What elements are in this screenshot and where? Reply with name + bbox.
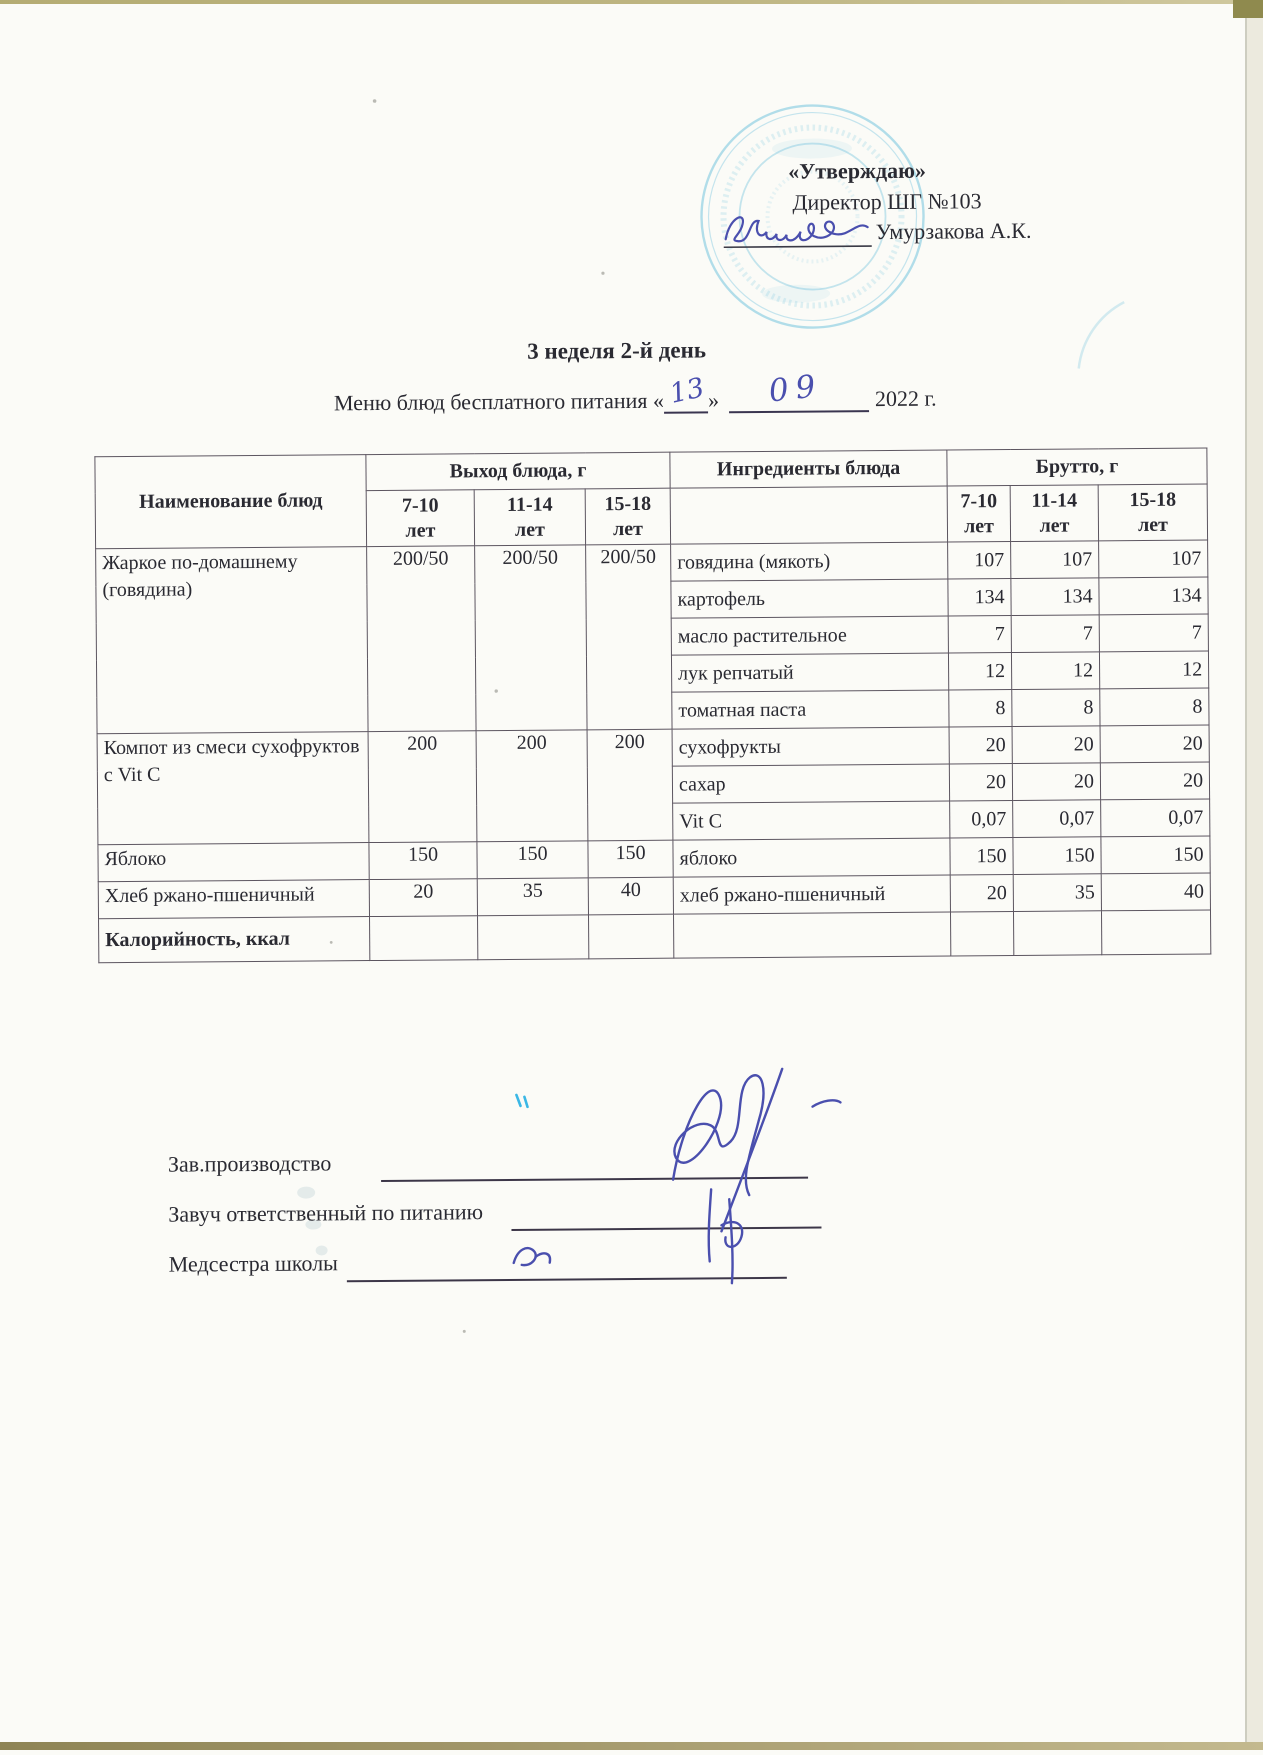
scan-edge-top xyxy=(0,0,1263,4)
brutto-cell: 20 xyxy=(1100,762,1209,800)
ingredient-name: говядина (мякоть) xyxy=(671,542,948,581)
brutto-cell: 150 xyxy=(1101,836,1210,874)
cyan-pen-mark-icon xyxy=(516,1095,527,1107)
brutto-cell: 12 xyxy=(948,653,1011,690)
ingredient-name: томатная паста xyxy=(672,690,949,729)
ingredient-name: лук репчатый xyxy=(671,653,948,692)
brutto-cell: 8 xyxy=(1100,688,1209,726)
table-row xyxy=(99,910,1211,963)
brutto-cell: 20 xyxy=(1012,763,1100,801)
brutto-cell xyxy=(951,912,1014,956)
brutto-cell: 8 xyxy=(1012,689,1100,727)
col-header-brutto-age-15-18: 15-18 лет xyxy=(1098,484,1207,541)
col-header-age-11-14: 11-14 лет xyxy=(474,489,585,546)
brutto-cell: 0,07 xyxy=(1101,799,1210,837)
output-cell xyxy=(588,914,673,959)
brutto-cell: 35 xyxy=(1013,874,1101,912)
output-cell: 200/50 xyxy=(367,546,476,732)
col-header-age-15-18: 15-18 лет xyxy=(585,488,670,545)
brutto-cell: 8 xyxy=(949,690,1012,727)
ingredient-name: масло растительное xyxy=(671,616,948,655)
brutto-cell: 150 xyxy=(1013,837,1101,875)
brutto-cell: 134 xyxy=(1011,578,1099,616)
brutto-cell: 134 xyxy=(1099,577,1208,615)
col-header-output: Выход блюда, г xyxy=(366,452,670,490)
date-line xyxy=(333,367,937,417)
scan-edge-bottom xyxy=(0,1742,1263,1750)
dish-name: Калорийность, ккал xyxy=(99,917,370,963)
empty-header-cell xyxy=(670,486,947,544)
output-cell: 200/50 xyxy=(475,545,587,731)
approval-word: «Утверждаю» xyxy=(788,157,926,184)
signatures-scribble-icon xyxy=(482,1028,864,1301)
menu-table xyxy=(94,447,1211,963)
brutto-cell: 7 xyxy=(948,616,1011,653)
brutto-cell: 20 xyxy=(949,727,1012,764)
output-cell: 40 xyxy=(588,877,673,915)
handwritten-day: 13 xyxy=(666,372,708,410)
brutto-cell: 20 xyxy=(1100,725,1209,763)
brutto-cell: 20 xyxy=(949,764,1012,801)
dish-name: Компот из смеси сухофруктов с Vit C xyxy=(97,732,369,845)
brutto-cell: 12 xyxy=(1099,651,1208,689)
handwritten-month: 09 xyxy=(767,367,825,410)
output-cell: 200 xyxy=(476,730,588,842)
brutto-cell: 150 xyxy=(950,838,1013,875)
col-header-brutto: Брутто, г xyxy=(947,448,1207,486)
col-header-brutto-age-11-14: 11-14 лет xyxy=(1010,485,1098,542)
page-title: 3 неделя 2-й день xyxy=(527,337,707,364)
brutto-cell: 40 xyxy=(1101,873,1210,911)
col-header-dish: Наименование блюд xyxy=(95,455,367,549)
date-suffix: 2022 г. xyxy=(874,385,937,412)
dish-name: Жаркое по-домашнему (говядина) xyxy=(96,547,368,734)
brutto-cell: 12 xyxy=(1011,652,1099,690)
col-header-age-7-10: 7-10 лет xyxy=(366,490,474,547)
ingredient-name: яблоко xyxy=(673,838,950,877)
date-day-underline xyxy=(664,372,708,413)
output-cell xyxy=(370,916,478,961)
output-cell: 20 xyxy=(369,879,477,917)
brutto-cell: 7 xyxy=(1011,615,1099,653)
output-cell: 200/50 xyxy=(586,544,672,730)
ingredient-name: сухофрукты xyxy=(672,727,949,766)
col-header-ingredients: Ингредиенты блюда xyxy=(670,450,947,488)
output-cell: 200 xyxy=(587,729,673,841)
signature-label-school-nurse: Медсестра школы xyxy=(168,1250,339,1277)
brutto-cell xyxy=(1102,910,1211,955)
date-month-underline xyxy=(729,367,869,413)
brutto-cell: 7 xyxy=(1099,614,1208,652)
col-header-brutto-age-7-10: 7-10 лет xyxy=(947,486,1010,542)
director-title: Директор ШГ №103 xyxy=(792,188,982,215)
ingredient-name: Vit C xyxy=(673,801,950,840)
output-cell: 200 xyxy=(368,731,477,843)
brutto-cell: 134 xyxy=(948,579,1011,616)
brutto-cell: 0,07 xyxy=(1013,800,1101,838)
output-cell xyxy=(478,915,589,960)
signature-label-production-manager: Зав.производство xyxy=(167,1150,332,1177)
date-prefix: Меню блюд бесплатного питания « xyxy=(333,387,665,416)
ingredient-name: сахар xyxy=(672,764,949,803)
scan-edge-corner xyxy=(1233,0,1263,18)
brutto-cell: 107 xyxy=(1011,541,1099,579)
ingredient-name: хлеб ржано-пшеничный xyxy=(673,875,950,914)
output-cell: 150 xyxy=(477,841,588,879)
dish-name: Хлеб ржано-пшеничный xyxy=(98,880,369,919)
brutto-cell: 20 xyxy=(1012,726,1100,764)
brutto-cell: 107 xyxy=(948,542,1011,579)
ingredient-name: картофель xyxy=(671,579,948,618)
brutto-cell xyxy=(1014,911,1102,956)
director-name: Умурзакова А.К. xyxy=(875,217,1032,245)
output-cell: 150 xyxy=(369,842,477,880)
output-cell: 35 xyxy=(477,878,588,916)
date-close-quote: » xyxy=(707,387,720,413)
brutto-cell: 20 xyxy=(950,875,1013,912)
brutto-cell: 0,07 xyxy=(950,801,1013,838)
signature-label-nutrition-deputy: Завуч ответственный по питанию xyxy=(168,1199,484,1227)
scan-edge-right-line xyxy=(1245,10,1247,1742)
brutto-cell: 107 xyxy=(1099,540,1208,578)
director-signature-icon xyxy=(719,206,879,253)
output-cell: 150 xyxy=(588,840,673,878)
scan-edge-right xyxy=(1247,14,1263,1744)
ingredient-name xyxy=(674,912,951,958)
dish-name: Яблоко xyxy=(98,843,369,882)
